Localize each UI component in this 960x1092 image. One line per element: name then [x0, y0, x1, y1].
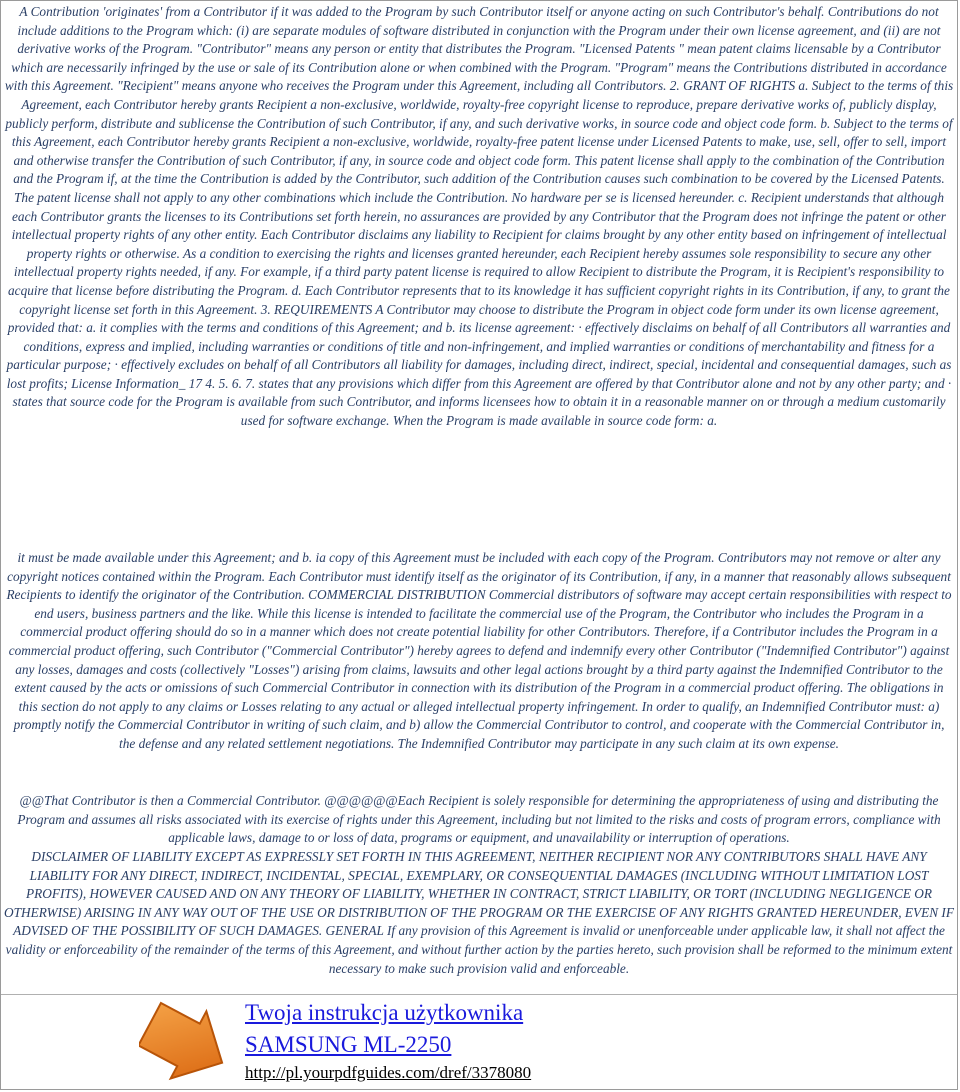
paragraph-recipient-understands: Recipient understands that although each Contributor grants the licenses to its Contributions set forth herein, no assurances are provided by any Contributor that the Program does not infringe the patent or other intellectual property rights of any other entity. Each Contributor disclaims any liability to Recipient for claims brought by any other entity based on infringement of intellectual property rights or otherwise. As a condition to exercising the rights and licenses granted hereunder, each Recipient hereby assumes sole responsibility to secure any other intellectual property rights needed, if any. For example, if a third party patent license is required to allow Recipient to distribute the Program, it is Recipient's responsibility to acquire that license before distributing the Program. d.: [8, 189, 947, 298]
paragraph-patent-license: Subject to the terms of this Agreement, each Contributor hereby grants Recipient a non-exclusive, worldwide, royalty-free patent license under Licensed Patents to make, use, sell, offer to sell, import and otherwise transfer the Contribution of such Contributor, if any, in source code and object code form. This patent license shall apply to the combination of the Contribution and the Program if, at the time the Contribution is added by the Contributor, such addition of the Contribution causes such combination to be covered by the Licensed Patents. The patent license shall not apply to any other combinations which include the Contribution. No hardware per se is licensed hereunder. c.: [11, 115, 953, 205]
license-text-block-4: [4, 848, 954, 978]
manual-model-link[interactable]: SAMSUNG ML-2250: [245, 1032, 452, 1057]
license-text-block-2: [4, 549, 954, 754]
paragraph-commercial-distribution: it must be made available under this Agreement; and b. ia copy of this Agreement must be included with each copy of the Program. Contributors may not remove or alter any copyright notices contained within the Program. Each Contributor must identify itself as the originator of its Contribution, if any, in a manner that reasonably allows subsequent Recipients to identify the originator of the Contribution. COMMERCIAL DISTRIBUTION Commercial distributors of software may accept certain responsibilities with respect to end users, business partners and the like. While this license is intended to facilitate the commercial use of the Program, the Contributor who includes the Program in a commercial product offering should do so in a manner which does not create potential liability for other Contributors. Therefore, if a Contributor includes the Program in a commercial product offering, such Contributor ("Commercial Contributor") hereby agrees to defend and indemnify every other Contributor ("Indemnified Contributor") against any losses, damages and costs (collectively "Losses") arising from claims, lawsuits and other legal actions brought by a third party against the Indemnified Contributor to the extent caused by the acts or omissions of such Commercial Contributor in connection with its distribution of the Program in a commercial product offering. The obligations in this section do not apply to any claims or Losses relating to any actual or alleged intellectual property infringement. In order to qualify, an Indemnified Contributor must: a) promptly notify the Commercial Contributor in writing of such claim, and b) allow the Commercial Contributor to control, and cooperate with the Commercial Contributor in, the defense and any related settlement negotiations. The Indemnified Contributor may participate in any such claim at its own expense.: [6, 550, 952, 751]
license-text-block-3: [4, 792, 954, 848]
manual-title-link[interactable]: Twoja instrukcja użytkownika: [245, 1000, 524, 1025]
manual-url-link[interactable]: http://pl.yourpdfguides.com/dref/3378080: [245, 1063, 532, 1082]
paragraph-requirements: Each Contributor represents that to its knowledge it has sufficient copyright rights in its Contribution, if any, to grant the copyright license set forth in this Agreement. 3. REQUIREMENTS A Contributor may choose to distribute the Program in object code form under its own license agreement, provided that: a. it complies with the terms and conditions of this Agreement; and b. its license agreement: · effectively disclaims on behalf of all Contributors all warranties and conditions, express and implied, including warranties or conditions of title and non-infringement, and implied warranties or conditions of merchantability and fitness for a particular purpose; · effectively excludes on behalf of all Contributors all liability for damages, including direct, indirect, special, incidental and consequential damages, such as lost profits; License Information_ 17 4. 5. 6. 7. states that any provisions which differ from this Agreement are offered by that Contributor alone and not by any other party; and · states that source code for the Program is available from such Contributor, and informs licensees how to obtain it in a reasonable manner on or through a medium customarily used for software exchange. When the Program is made available in source code form: a.: [6, 282, 952, 429]
footer-banner: [1, 994, 957, 1090]
paragraph-disclaimer-of-liability: DISCLAIMER OF LIABILITY EXCEPT AS EXPRESSLY SET FORTH IN THIS AGREEMENT, NEITHER RECIPIENT NOR ANY CONTRIBUTORS SHALL HAVE ANY LIABILITY FOR ANY DIRECT, INDIRECT, INCIDENTAL, SPECIAL, EXEMPLARY, OR CONSEQUENTIAL DAMAGES (INCLUDING WITHOUT LIMITATION LOST PROFITS), HOWEVER CAUSED AND ON ANY THEORY OF LIABILITY, WHETHER IN CONTRACT, STRICT LIABILITY, OR TORT (INCLUDING NEGLIGENCE OR OTHERWISE) ARISING IN ANY WAY OUT OF THE USE OR DISTRIBUTION OF THE PROGRAM OR THE EXERCISE OF ANY RIGHTS GRANTED HEREUNDER, EVEN IF ADVISED OF THE POSSIBILITY OF SUCH DAMAGES. GENERAL If any provision of this Agreement is invalid or unenforceable under applicable law, it shall not affect the validity or enforceability of the remainder of the terms of this Agreement, and without further action by the parties hereto, such provision shall be reformed to the minimum extent necessary to make such provision valid and enforceable.: [4, 849, 954, 976]
orange-arrow-icon: [139, 1001, 231, 1085]
license-text-block-1: [4, 3, 954, 431]
paragraph-recipient-responsibility: @@That Contributor is then a Commercial Contributor. @@@@@@Each Recipient is solely responsible for determining the appropriateness of using and distributing the Program and assumes all risks associated with its exercise of rights under this Agreement, including but not limited to the risks and costs of program errors, compliance with applicable laws, damage to or loss of data, programs or equipment, and unavailability or interruption of operations.: [17, 793, 941, 846]
paragraph-contribution-definitions: A Contribution 'originates' from a Contributor if it was added to the Program by such Contributor itself or anyone acting on such Contributor's behalf. Contributions do not include additions to the Program which: (i) are separate modules of software distributed in conjunction with the Program under their own license agreement, and (ii) are not derivative works of the Program. "Contributor" means any person or entity that distributes the Program. "Licensed Patents " mean patent claims licensable by a Contributor which are necessarily infringed by the use or sale of its Contribution alone or when combined with the Program. "Program" means the Contributions distributed in accordance with this Agreement. "Recipient" means anyone who receives the Program under this Agreement, including all Contributors. 2. GRANT OF RIGHTS a. Subject to the terms of this Agreement, each Contributor hereby grants Recipient a non-exclusive, worldwide, royalty-free copyright license to reproduce, prepare derivative works of, publicly display, publicly perform, distribute and sublicense the Contribution of such Contributor, if any, and such derivative works, in source code and object code form. b.: [4, 4, 954, 131]
